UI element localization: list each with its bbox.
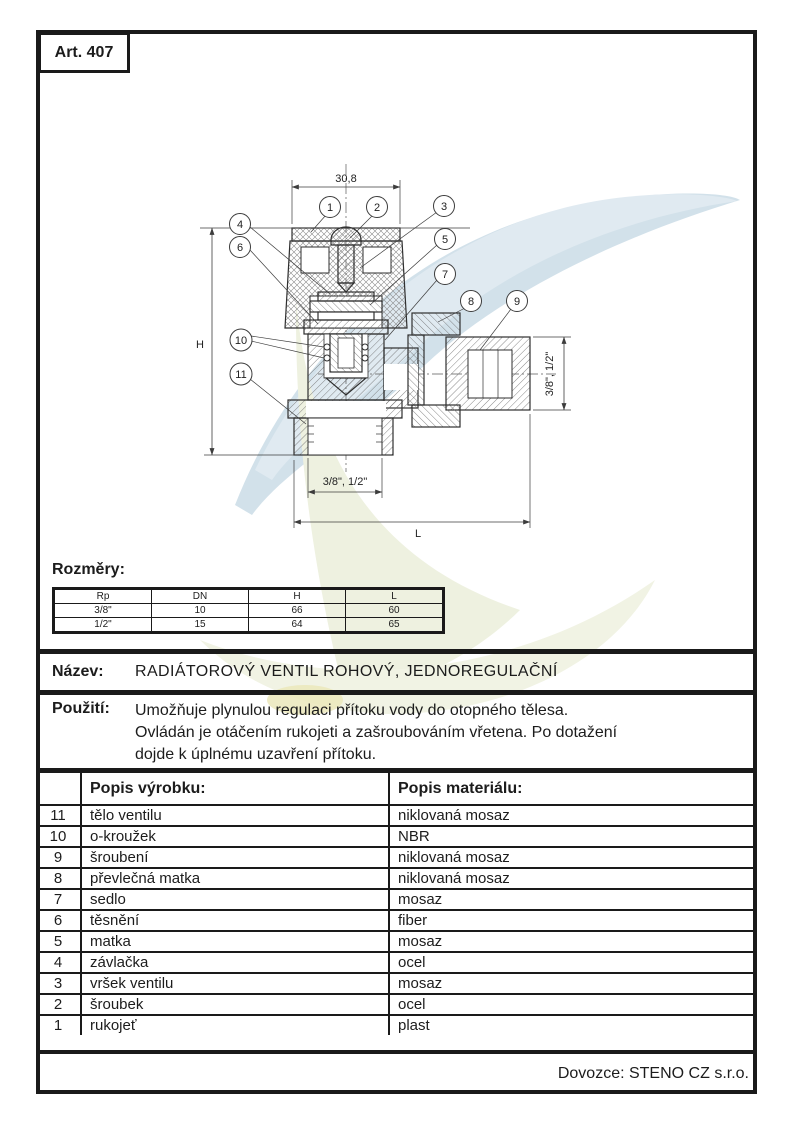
callout-9 bbox=[507, 291, 528, 312]
usage-label: Použití: bbox=[52, 700, 110, 717]
valve-body-column bbox=[308, 334, 384, 400]
parts-header-material: Popis materiálu: bbox=[389, 773, 757, 805]
callout-11 bbox=[230, 363, 252, 385]
technical-drawing bbox=[180, 150, 600, 560]
svg-text:11: 11 bbox=[235, 369, 247, 381]
dimensions-row: 3/8" 10 66 60 bbox=[54, 604, 444, 618]
part-row: 1 rukojeť plast bbox=[36, 1015, 757, 1035]
col-l: L bbox=[346, 589, 444, 604]
part-row: 10 o-kroužek NBR bbox=[36, 826, 757, 847]
usage-line-3: dojde k úplnému uzavření přítoku. bbox=[135, 746, 377, 763]
dim-width-top: 30,8 bbox=[335, 173, 357, 185]
name-section bbox=[36, 649, 757, 695]
svg-text:2: 2 bbox=[373, 202, 381, 214]
part-row: 9 šroubení niklovaná mosaz bbox=[36, 847, 757, 868]
article-number: Art. 407 bbox=[54, 43, 114, 61]
svg-text:10: 10 bbox=[234, 335, 248, 347]
dimensions-row: 1/2" 15 64 65 bbox=[54, 618, 444, 633]
dim-length: L bbox=[414, 528, 422, 540]
callout-4 bbox=[230, 214, 251, 235]
svg-text:5: 5 bbox=[441, 234, 449, 246]
svg-text:9: 9 bbox=[513, 296, 521, 308]
part-row: 8 převlečná matka niklovaná mosaz bbox=[36, 868, 757, 889]
usage-line-2: Ovládán je otáčením rukojeti a zašroubováním vřetena. Po dotažení bbox=[135, 724, 618, 741]
usage-section bbox=[36, 695, 757, 773]
callout-7 bbox=[435, 264, 456, 285]
svg-text:6: 6 bbox=[236, 242, 244, 254]
svg-text:7: 7 bbox=[441, 269, 449, 281]
footer-section bbox=[36, 1050, 757, 1094]
svg-text:8: 8 bbox=[467, 296, 475, 308]
col-h: H bbox=[249, 589, 346, 604]
svg-text:1: 1 bbox=[326, 202, 334, 214]
callout-5 bbox=[435, 229, 456, 250]
col-dn: DN bbox=[152, 589, 249, 604]
dim-height: H bbox=[196, 339, 204, 351]
dimensions-table-header bbox=[54, 589, 444, 604]
tailpiece bbox=[446, 337, 530, 410]
dim-side-thread: 3/8", 1/2" bbox=[544, 351, 556, 397]
callout-1 bbox=[320, 197, 341, 218]
product-name: RADIÁTOROVÝ VENTIL ROHOVÝ, JEDNOREGULAČNÍ bbox=[135, 663, 558, 680]
dimensions-table bbox=[52, 587, 445, 634]
part-row: 3 vršek ventilu mosaz bbox=[36, 973, 757, 994]
usage-text bbox=[135, 700, 617, 768]
part-row: 4 závlačka ocel bbox=[36, 952, 757, 973]
part-row: 6 těsnění fiber bbox=[36, 910, 757, 931]
part-row: 2 šroubek ocel bbox=[36, 994, 757, 1015]
svg-text:3: 3 bbox=[440, 201, 448, 213]
parts-header-empty bbox=[36, 773, 81, 805]
part-row: 11 tělo ventilu niklovaná mosaz bbox=[36, 805, 757, 826]
name-label: Název: bbox=[52, 663, 104, 680]
parts-table bbox=[36, 773, 757, 1035]
importer-text: Dovozce: STENO CZ s.r.o. bbox=[557, 1065, 749, 1082]
parts-table-header bbox=[36, 773, 757, 805]
article-number-box bbox=[38, 32, 130, 73]
svg-text:4: 4 bbox=[236, 219, 244, 231]
dimensions-title: Rozměry: bbox=[52, 561, 125, 578]
callout-2 bbox=[367, 197, 388, 218]
callout-10 bbox=[230, 329, 252, 351]
usage-line-1: Umožňuje plynulou regulaci přítoku vody do otopného tělesa. bbox=[135, 702, 569, 719]
parts-header-product: Popis výrobku: bbox=[81, 773, 389, 805]
part-row: 5 matka mosaz bbox=[36, 931, 757, 952]
col-rp: Rp bbox=[54, 589, 152, 604]
bottom-socket bbox=[288, 400, 402, 455]
dim-bottom-thread: 3/8", 1/2" bbox=[322, 476, 368, 488]
callout-6 bbox=[230, 237, 251, 258]
callout-8 bbox=[461, 291, 482, 312]
part-row: 7 sedlo mosaz bbox=[36, 889, 757, 910]
callout-3 bbox=[434, 196, 455, 217]
